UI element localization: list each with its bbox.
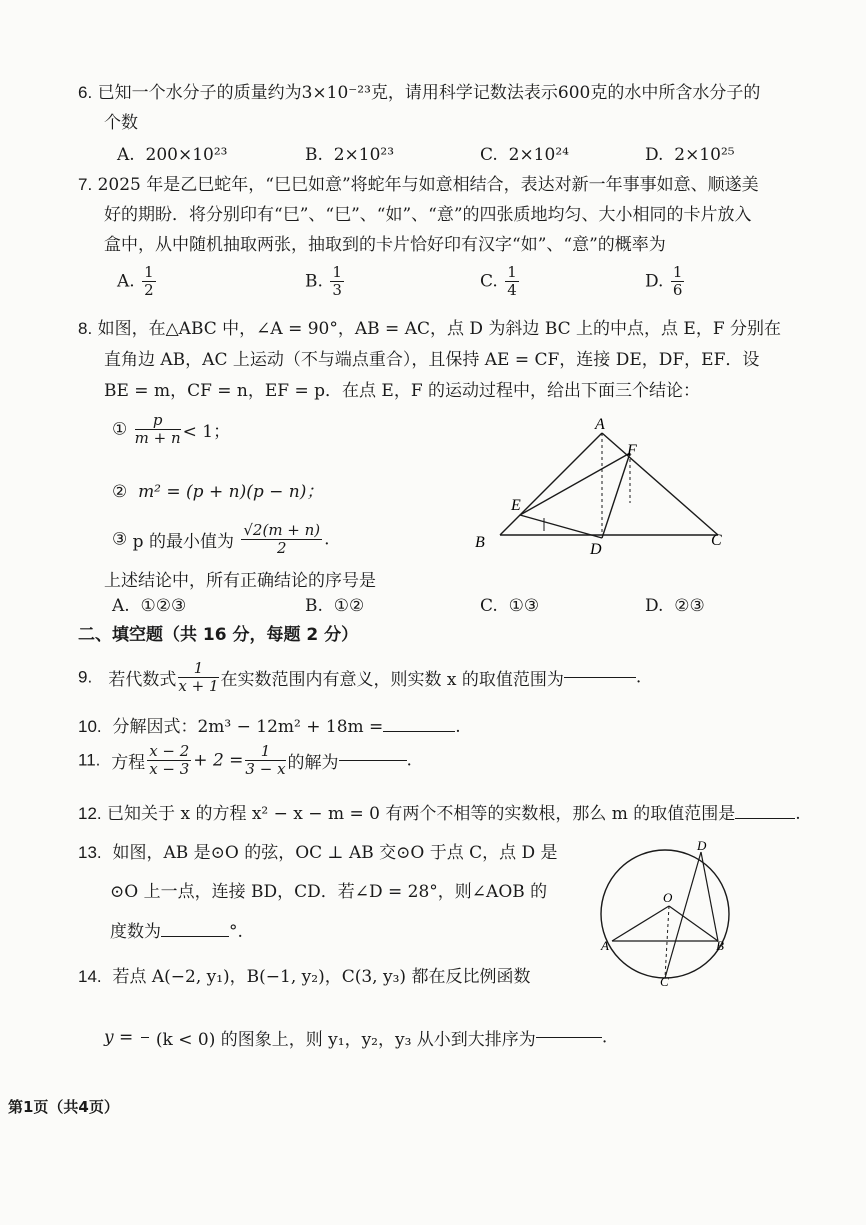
q7-line3: 盒中，从中随机抽取两张，抽取到的卡片恰好印有汉字“如”、“意”的概率为 [104, 235, 666, 255]
q8-conclusion-2: ② m² = (p + n)(p − n)； [112, 482, 324, 502]
point-b-label: B [716, 938, 724, 953]
q8-conclusion-1: ① $\frac{p}{m + n}$ < 1； [112, 411, 231, 447]
vertex-d-label: D [590, 541, 602, 558]
q7-option-a: A. $\frac{1}{2}$ [117, 263, 154, 299]
vertex-e-label: E [511, 497, 521, 514]
q10: 10. 分解因式：2m³ − 12m² + 18m = . [78, 717, 461, 737]
question-number: 13. [78, 843, 102, 862]
q8-option-c: C. ①③ [480, 596, 540, 616]
vertex-c-label: C [711, 532, 722, 549]
q6-option-d: D. 2×10²⁵ [645, 145, 735, 165]
q6-option-a: A. 200×10²³ [117, 145, 228, 165]
vertex-a-label: A [595, 416, 605, 433]
question-text: 已知一个水分子的质量约为3×10⁻²³克，请用科学记数法表示600克的水中所含水分子的 [97, 83, 761, 103]
question-number: 14. [78, 967, 102, 986]
point-c-label: C [660, 974, 669, 989]
section-title: 二、填空题（共 16 分，每题 2 分） [78, 625, 359, 645]
q7-line1 [78, 174, 759, 196]
question-number: 10. [78, 717, 102, 736]
question-text: 2025 年是乙巳蛇年，“巳巳如意”将蛇年与如意相结合，表达对新一年事事如意、顺遂美 [97, 175, 759, 195]
answer-blank[interactable] [383, 731, 455, 732]
answer-blank[interactable] [339, 760, 407, 761]
q11: 11. 方程 $\frac{x - 2}{x - 3}$ + 2 = $\frac{1}{3 - x}$ 的解为 . [78, 742, 412, 778]
q7-option-c: C. $\frac{1}{4}$ [480, 263, 517, 299]
page-footer: 第1页（共4页） [8, 1098, 119, 1116]
q6-line2: 个数 [104, 113, 138, 133]
q7-line2: 好的期盼．将分别印有“巳”、“巳”、“如”、“意”的四张质地均匀、大小相同的卡片放入 [104, 205, 752, 225]
question-number: 6. [78, 83, 93, 102]
point-a-label: A [601, 938, 609, 953]
point-o-label: O [663, 890, 673, 905]
q13-line3: 度数为 °. [110, 922, 243, 942]
q8-option-b: B. ①② [305, 596, 365, 616]
answer-blank[interactable] [536, 1037, 602, 1038]
q8-triangle-figure [465, 415, 735, 560]
question-number: 7. [78, 175, 93, 194]
question-number: 8. [78, 319, 93, 338]
q6-option-b: B. 2×10²³ [305, 145, 395, 165]
q6-line1 [78, 82, 760, 104]
q13-line1: 13. 如图，AB 是⊙O 的弦，OC ⊥ AB 交⊙O 于点 C，点 D 是 [78, 843, 558, 863]
question-number: 11. [78, 750, 101, 770]
answer-blank[interactable] [564, 677, 636, 678]
q8-line3: BE = m，CF = n，EF = p．在点 E，F 的运动过程中，给出下面三个结论： [104, 381, 701, 401]
answer-blank[interactable] [735, 818, 795, 819]
q7-option-d: D. $\frac{1}{6}$ [645, 263, 683, 299]
q8-line1 [78, 318, 781, 340]
q14-line2: y = (k < 0) 的图象上，则 y₁，y₂，y₃ 从小到大排序为 . [104, 1027, 608, 1050]
q8-option-a: A. ①②③ [112, 596, 187, 616]
q6-option-c: C. 2×10²⁴ [480, 145, 569, 165]
q14-line1: 14. 若点 A(−2, y₁)，B(−1, y₂)，C(3, y₃) 都在反比例函数 [78, 967, 531, 987]
question-number: 9. [78, 667, 93, 687]
q13-circle-figure [595, 838, 745, 990]
point-d-label: D [697, 838, 707, 853]
q8-conclusion-prompt: 上述结论中，所有正确结论的序号是 [104, 571, 376, 591]
q9: 9. 若代数式 $\frac{1}{x + 1}$ 在实数范围内有意义，则实数 x 的取值范围为 . [78, 659, 642, 695]
question-text: 如图，在△ABC 中，∠A = 90°，AB = AC，点 D 为斜边 BC 上的中点，点 E，F 分别在 [97, 319, 782, 339]
q8-conclusion-3: ③ p 的最小值为 $\frac{√2(m + n)}{2}$ . [112, 521, 330, 557]
q8-line2: 直角边 AB，AC 上运动（不与端点重合），且保持 AE = CF，连接 DE，DF，EF．设 [104, 350, 760, 370]
q12: 12. 已知关于 x 的方程 x² − x − m = 0 有两个不相等的实数根，那么 m 的取值范围是 . [78, 804, 801, 824]
question-number: 12. [78, 804, 102, 823]
q7-option-b: B. $\frac{1}{3}$ [305, 263, 342, 299]
vertex-b-label: B [475, 534, 485, 551]
q13-line2: ⊙O 上一点，连接 BD，CD．若∠D = 28°，则∠AOB 的 [110, 882, 548, 902]
answer-blank[interactable] [161, 936, 229, 937]
vertex-f-label: F [627, 442, 637, 459]
q8-option-d: D. ②③ [645, 596, 705, 616]
